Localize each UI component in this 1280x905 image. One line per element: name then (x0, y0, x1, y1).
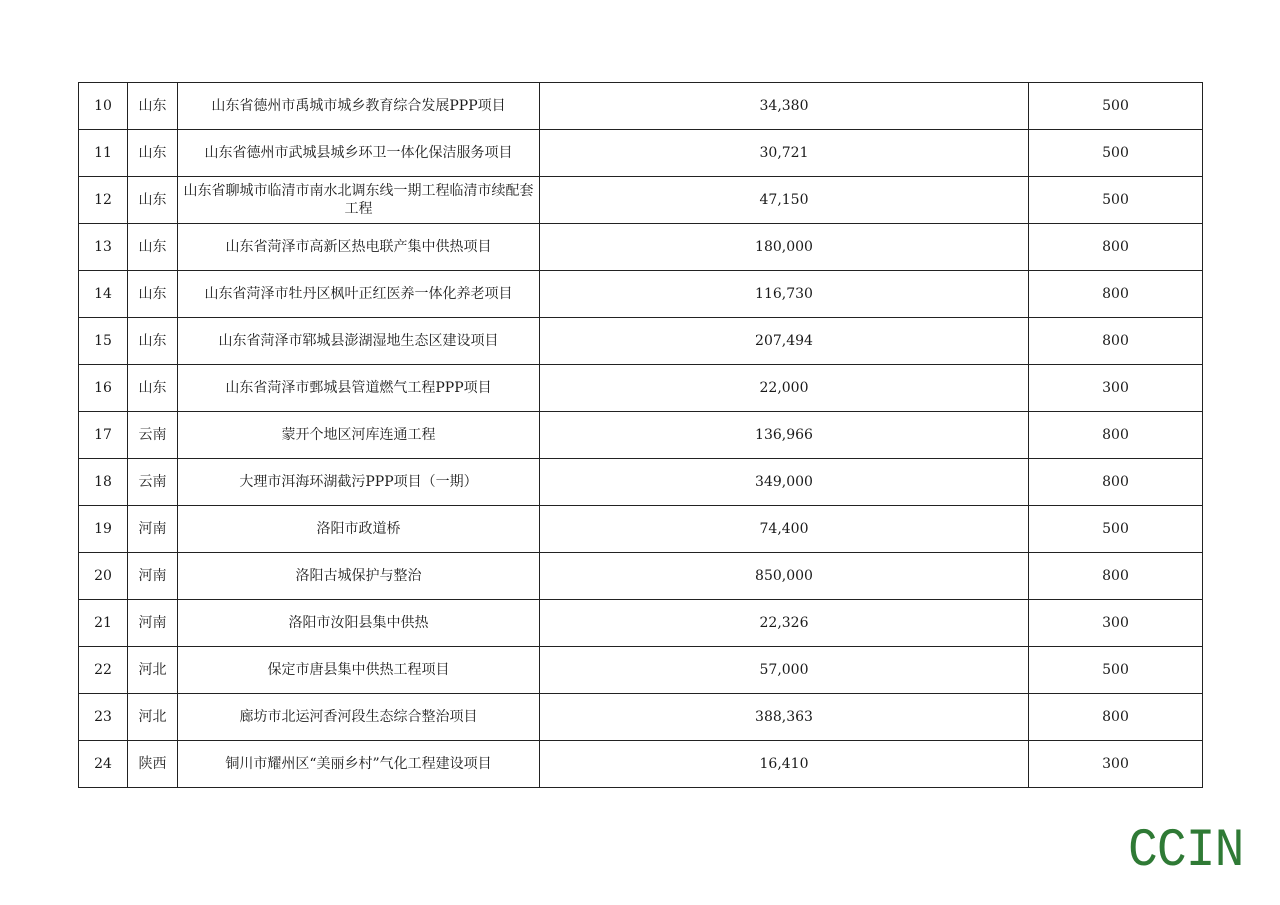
project-name-cell: 保定市唐县集中供热工程项目 (178, 647, 540, 694)
row-number: 11 (79, 130, 128, 177)
amount-cell: 180,000 (540, 224, 1029, 271)
province-cell: 山东 (128, 318, 178, 365)
province-cell: 山东 (128, 130, 178, 177)
table-row (79, 553, 1203, 600)
province-cell: 河南 (128, 553, 178, 600)
table-row (79, 741, 1203, 788)
amount-cell: 57,000 (540, 647, 1029, 694)
row-number: 23 (79, 694, 128, 741)
amount-cell: 74,400 (540, 506, 1029, 553)
table-row (79, 647, 1203, 694)
score-cell: 300 (1029, 741, 1203, 788)
score-cell: 500 (1029, 506, 1203, 553)
score-cell: 500 (1029, 647, 1203, 694)
row-number: 14 (79, 271, 128, 318)
project-name-cell: 山东省菏泽市郓城县澎湖湿地生态区建设项目 (178, 318, 540, 365)
amount-cell: 388,363 (540, 694, 1029, 741)
project-name-cell: 洛阳古城保护与整治 (178, 553, 540, 600)
project-name-cell: 山东省聊城市临清市南水北调东线一期工程临清市续配套工程 (178, 177, 540, 224)
table-row (79, 224, 1203, 271)
project-name-cell: 廊坊市北运河香河段生态综合整治项目 (178, 694, 540, 741)
score-cell: 500 (1029, 83, 1203, 130)
row-number: 21 (79, 600, 128, 647)
project-name-cell: 山东省德州市武城县城乡环卫一体化保洁服务项目 (178, 130, 540, 177)
table-row (79, 365, 1203, 412)
row-number: 17 (79, 412, 128, 459)
province-cell: 河南 (128, 506, 178, 553)
row-number: 13 (79, 224, 128, 271)
project-name-cell: 铜川市耀州区“美丽乡村”气化工程建设项目 (178, 741, 540, 788)
province-cell: 山东 (128, 83, 178, 130)
table-body (79, 83, 1203, 788)
table-row (79, 271, 1203, 318)
table-row (79, 506, 1203, 553)
ccin-watermark-logo: CCIN (1128, 821, 1244, 882)
amount-cell: 16,410 (540, 741, 1029, 788)
score-cell: 300 (1029, 365, 1203, 412)
row-number: 12 (79, 177, 128, 224)
project-name-cell: 洛阳市汝阳县集中供热 (178, 600, 540, 647)
project-name-cell: 洛阳市政道桥 (178, 506, 540, 553)
amount-cell: 22,326 (540, 600, 1029, 647)
table-row (79, 459, 1203, 506)
score-cell: 800 (1029, 694, 1203, 741)
province-cell: 山东 (128, 224, 178, 271)
amount-cell: 136,966 (540, 412, 1029, 459)
score-cell: 500 (1029, 130, 1203, 177)
project-name-cell: 山东省菏泽市高新区热电联产集中供热项目 (178, 224, 540, 271)
project-name-cell: 山东省德州市禹城市城乡教育综合发展PPP项目 (178, 83, 540, 130)
province-cell: 云南 (128, 459, 178, 506)
amount-cell: 22,000 (540, 365, 1029, 412)
row-number: 10 (79, 83, 128, 130)
province-cell: 山东 (128, 177, 178, 224)
province-cell: 山东 (128, 271, 178, 318)
project-name-cell: 山东省菏泽市牡丹区枫叶正红医养一体化养老项目 (178, 271, 540, 318)
amount-cell: 116,730 (540, 271, 1029, 318)
province-cell: 山东 (128, 365, 178, 412)
amount-cell: 349,000 (540, 459, 1029, 506)
amount-cell: 30,721 (540, 130, 1029, 177)
amount-cell: 850,000 (540, 553, 1029, 600)
row-number: 15 (79, 318, 128, 365)
province-cell: 陕西 (128, 741, 178, 788)
amount-cell: 207,494 (540, 318, 1029, 365)
amount-cell: 47,150 (540, 177, 1029, 224)
score-cell: 800 (1029, 412, 1203, 459)
score-cell: 800 (1029, 553, 1203, 600)
score-cell: 800 (1029, 224, 1203, 271)
score-cell: 800 (1029, 318, 1203, 365)
province-cell: 河北 (128, 694, 178, 741)
score-cell: 300 (1029, 600, 1203, 647)
score-cell: 800 (1029, 271, 1203, 318)
row-number: 24 (79, 741, 128, 788)
project-name-cell: 山东省菏泽市鄄城县管道燃气工程PPP项目 (178, 365, 540, 412)
row-number: 22 (79, 647, 128, 694)
table-row (79, 694, 1203, 741)
row-number: 20 (79, 553, 128, 600)
province-cell: 云南 (128, 412, 178, 459)
table-row (79, 412, 1203, 459)
project-table (78, 82, 1203, 788)
table-row (79, 318, 1203, 365)
table-row (79, 83, 1203, 130)
row-number: 16 (79, 365, 128, 412)
row-number: 18 (79, 459, 128, 506)
row-number: 19 (79, 506, 128, 553)
project-name-cell: 大理市洱海环湖截污PPP项目（一期） (178, 459, 540, 506)
score-cell: 800 (1029, 459, 1203, 506)
amount-cell: 34,380 (540, 83, 1029, 130)
table-row (79, 177, 1203, 224)
table-row (79, 600, 1203, 647)
score-cell: 500 (1029, 177, 1203, 224)
table-row (79, 130, 1203, 177)
project-name-cell: 蒙开个地区河库连通工程 (178, 412, 540, 459)
province-cell: 河南 (128, 600, 178, 647)
province-cell: 河北 (128, 647, 178, 694)
